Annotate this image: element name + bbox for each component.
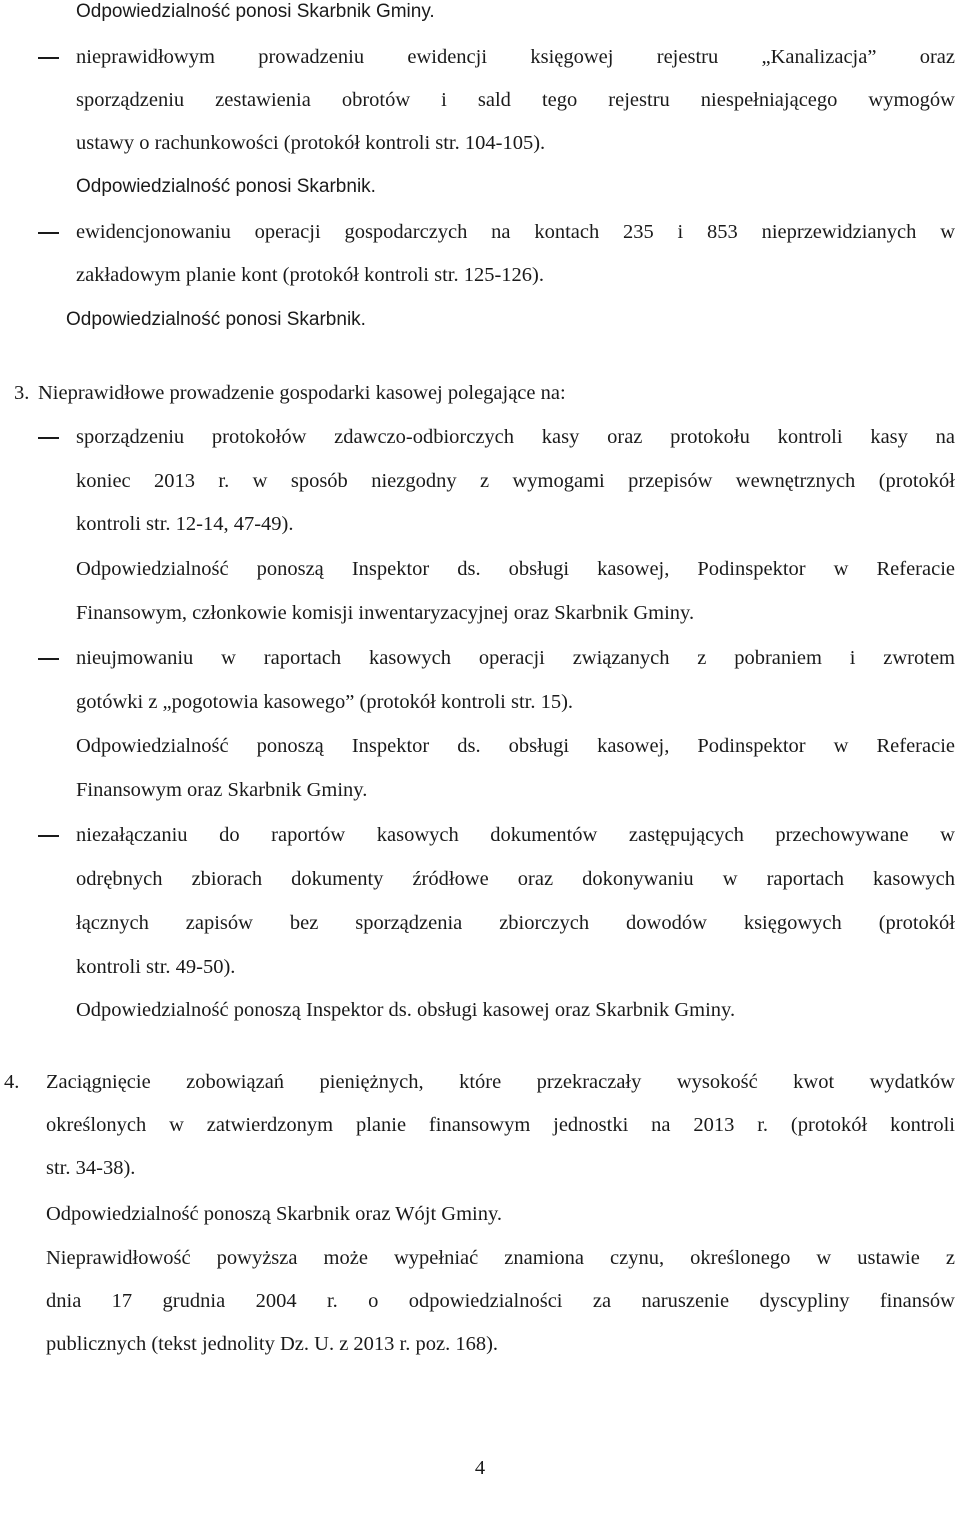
list-item-line: kontroli str. 12-14, 47-49). (76, 513, 294, 535)
responsibility-text: Finansowym, członkowie komisji inwentaryzacyjnej oraz Skarbnik Gminy. (76, 602, 695, 624)
list-item-line: sporządzeniu zestawienia obrotów i sald tego rejestru niespełniającego wymogów (76, 89, 955, 111)
section-number: 4. (4, 1071, 20, 1093)
list-item-line: ewidencjonowaniu operacji gospodarczych na kontach 235 i 853 nieprzewidzianych w (76, 221, 955, 243)
responsibility-text: Odpowiedzialność ponosi Skarbnik. (66, 309, 366, 330)
responsibility-text: Odpowiedzialność ponoszą Inspektor ds. obsługi kasowej, Podinspektor w Referacie (76, 735, 955, 757)
list-item-line: koniec 2013 r. w sposób niezgodny z wymogami przepisów wewnętrznych (protokół (76, 470, 955, 492)
responsibility-text: Odpowiedzialność ponoszą Inspektor ds. obsługi kasowej, Podinspektor w Referacie (76, 558, 955, 580)
list-item-line: nieujmowaniu w raportach kasowych operacji związanych z pobraniem i zwrotem (76, 647, 955, 669)
dash-bullet (38, 437, 59, 439)
note-line: dnia 17 grudnia 2004 r. o odpowiedzialności za naruszenie dyscypliny finansów (46, 1290, 955, 1312)
list-item-line: gotówki z „pogotowia kasowego” (protokół kontroli str. 15). (76, 691, 574, 713)
dash-bullet (38, 232, 59, 234)
list-item-line: nieprawidłowym prowadzeniu ewidencji księgowej rejestru „Kanalizacja” oraz (76, 46, 955, 68)
responsibility-text: Odpowiedzialność ponosi Skarbnik. (76, 176, 376, 197)
list-item-line: łącznych zapisów bez sporządzenia zbiorczych dowodów księgowych (protokół (76, 912, 955, 934)
section-number: 3. (14, 382, 30, 404)
note-line: publicznych (tekst jednolity Dz. U. z 2013 r. poz. 168). (46, 1333, 499, 1355)
note-line: Nieprawidłowość powyższa może wypełniać znamiona czynu, określonego w ustawie z (46, 1247, 955, 1269)
list-item-line: niezałączaniu do raportów kasowych dokumentów zastępujących przechowywane w (76, 824, 955, 846)
section-paragraph-line: określonych w zatwierdzonym planie finansowym jednostki na 2013 r. (protokół kontroli (46, 1114, 955, 1136)
responsibility-text: Odpowiedzialność ponoszą Skarbnik oraz Wójt Gminy. (46, 1203, 503, 1225)
list-item-line: odrębnych zbiorach dokumenty źródłowe oraz dokonywaniu w raportach kasowych (76, 868, 955, 890)
dash-bullet (38, 57, 59, 59)
section-paragraph-line: str. 34-38). (46, 1157, 136, 1179)
list-item-line: ustawy o rachunkowości (protokół kontroli str. 104-105). (76, 132, 546, 154)
page-number: 4 (474, 1457, 486, 1479)
responsibility-text: Finansowym oraz Skarbnik Gminy. (76, 779, 368, 801)
list-item-line: zakładowym planie kont (protokół kontroli str. 125-126). (76, 264, 545, 286)
list-item-line: sporządzeniu protokołów zdawczo-odbiorczych kasy oraz protokołu kontroli kasy na (76, 426, 955, 448)
responsibility-text: Odpowiedzialność ponoszą Inspektor ds. obsługi kasowej oraz Skarbnik Gminy. (76, 999, 736, 1021)
responsibility-text: Odpowiedzialność ponosi Skarbnik Gminy. (76, 1, 435, 22)
dash-bullet (38, 835, 59, 837)
list-item-line: kontroli str. 49-50). (76, 956, 236, 978)
dash-bullet (38, 658, 59, 660)
section-paragraph-line: Zaciągnięcie zobowiązań pieniężnych, które przekraczały wysokość kwot wydatków (46, 1071, 955, 1093)
section-heading: Nieprawidłowe prowadzenie gospodarki kasowej polegające na: (38, 382, 566, 404)
